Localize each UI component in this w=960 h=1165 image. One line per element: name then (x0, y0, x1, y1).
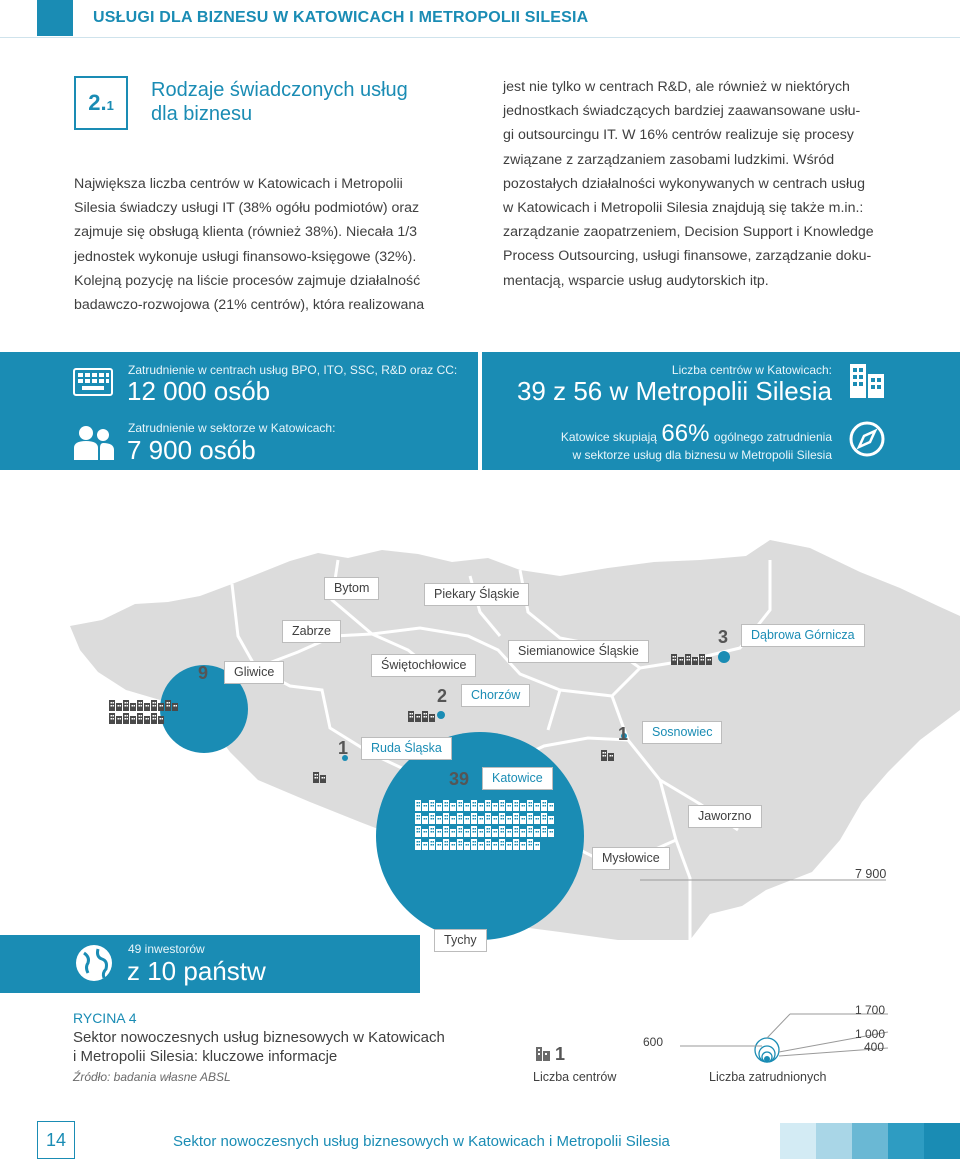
city-label-tychy: Tychy (434, 929, 487, 952)
figure-label: RYCINA 4 (73, 1010, 137, 1026)
chorzow-building-icon (422, 709, 435, 720)
left-text-line: badawczo-rozwojowa (21% centrów), która realizowana (74, 297, 425, 314)
dabrowa-circle (718, 651, 730, 663)
chorzow-building-icon (408, 709, 421, 720)
katowice-building-icon (471, 824, 484, 835)
page-number: 14 (45, 1129, 67, 1150)
katowice-building-icon (457, 798, 470, 809)
katowice-building-icon (527, 811, 540, 822)
share-suffix: ogólnego zatrudnienia (713, 430, 832, 444)
gliwice-building-icon (151, 711, 164, 722)
gliwice-building-icon (109, 698, 122, 709)
count-gliwice: 9 (198, 663, 209, 683)
figure-source: Źródło: badania własne ABSL (73, 1070, 231, 1084)
city-label-sosnowiec: Sosnowiec (642, 721, 722, 744)
right-text-line: pozostałych działalności wykonywanych w centrach usług (503, 175, 865, 192)
katowice-building-icon (485, 798, 498, 809)
right-text-line: gi outsourcingu IT. W 16% centrów realizuje się procesy (503, 127, 854, 144)
katowice-building-icon (429, 798, 442, 809)
katowice-building-icon (527, 798, 540, 809)
legend-centers-count: 1 (555, 1044, 566, 1064)
legend-value-1700: 1 700 (855, 1003, 886, 1017)
legend-value-1000: 1 000 (855, 1027, 886, 1041)
left-text-line: Silesia świadczy usługi IT (38% ogółu podmiotów) oraz (74, 200, 420, 217)
gliwice-building-icon (109, 711, 122, 722)
right-text-line: zarządzanie zaopatrzeniem, Decision Support i Knowledge (503, 224, 874, 241)
legend-building-icon (536, 1047, 550, 1061)
katowice-building-icon (443, 837, 456, 848)
value-7900: 7 900 (855, 867, 887, 881)
katowice-building-icon (513, 824, 526, 835)
katowice-building-icon (443, 811, 456, 822)
katowice-building-icon (513, 798, 526, 809)
count-katowice: 39 (449, 769, 470, 789)
header-divider (0, 37, 960, 38)
legend-value-400: 400 (864, 1040, 885, 1054)
city-label-katowice: Katowice (482, 767, 553, 790)
katowice-building-icon (471, 837, 484, 848)
share-line-2: w sektorze usług dla biznesu w Metropolii Silesia (572, 448, 832, 462)
section-number-box (74, 76, 128, 130)
legend-employment-label: Liczba zatrudnionych (709, 1070, 827, 1084)
left-text-line: Kolejną pozycję na liście procesów zajmuje działalność (74, 272, 421, 289)
city-label-piekary: Piekary Śląskie (424, 583, 529, 606)
katowice-building-icon (471, 811, 484, 822)
city-label-swietochlowice: Świętochłowice (371, 654, 476, 677)
katowice-building-icon (541, 824, 554, 835)
dabrowa-building-icon (685, 652, 698, 663)
katowice-building-icon (499, 837, 512, 848)
city-label-gliwice: Gliwice (224, 661, 284, 684)
sosnowiec-building-icon (601, 748, 614, 759)
buildings-icon (848, 362, 886, 400)
city-label-myslowice: Mysłowice (592, 847, 670, 870)
figure-title-1: Sektor nowoczesnych usług biznesowych w Katowicach (73, 1029, 445, 1046)
header-title: USŁUGI DLA BIZNESU W KATOWICACH I METROPOLII SILESIA (93, 9, 589, 26)
katowice-building-icon (457, 837, 470, 848)
left-text-line: Największa liczba centrów w Katowicach i Metropolii (74, 176, 403, 192)
right-text-column (503, 75, 903, 293)
sector-employment-label: Zatrudnienie w sektorze w Katowicach: (128, 421, 336, 435)
count-dabrowa: 3 (718, 627, 729, 647)
leader-line-7900 (640, 862, 890, 882)
share-prefix: Katowice skupiają (560, 430, 657, 444)
city-label-bytom: Bytom (324, 577, 379, 600)
katowice-building-icon (415, 798, 428, 809)
investors-value: z 10 państw (127, 956, 266, 986)
gliwice-building-icon (123, 711, 136, 722)
right-text-line: jednostkach świadczących bardziej zaawansowane usłu- (503, 103, 861, 120)
left-text-line: zajmuje się obsługą klienta (również 38%). Niecała 1/3 (74, 224, 418, 241)
gliwice-building-icon (165, 698, 178, 709)
katowice-building-icon (499, 824, 512, 835)
right-text-line: jest nie tylko w centrach R&D, ale również w niektórych (503, 79, 850, 95)
section-number-main: 2. (88, 90, 107, 115)
katowice-building-icon (415, 811, 428, 822)
katowice-building-icon (415, 824, 428, 835)
katowice-building-icon (499, 811, 512, 822)
right-text-line: mentacją, wsparcie usług audytorskich itp. (503, 272, 769, 289)
city-label-siemianowice: Siemianowice Śląskie (508, 640, 649, 663)
gliwice-building-icon (151, 698, 164, 709)
city-label-jaworzno: Jaworzno (688, 805, 762, 828)
katowice-building-icon (499, 798, 512, 809)
employment-value: 12 000 osób (127, 376, 271, 406)
compass-icon (848, 420, 886, 458)
centers-label: Liczba centrów w Katowicach: (671, 363, 832, 377)
header-accent-square (37, 0, 73, 36)
city-label-dabrowa: Dąbrowa Górnicza (741, 624, 865, 647)
globe-icon (74, 943, 114, 983)
katowice-building-icon (443, 824, 456, 835)
katowice-building-icon (541, 811, 554, 822)
city-label-ruda: Ruda Śląska (361, 737, 452, 760)
page-number-box (37, 1121, 75, 1159)
chorzow-circle (437, 711, 445, 719)
katowice-building-icon (471, 798, 484, 809)
ruda-building-icon (313, 770, 326, 781)
katowice-building-icon (513, 811, 526, 822)
left-text-column (74, 172, 464, 317)
katowice-building-icon (429, 837, 442, 848)
figure-title-2: i Metropolii Silesia: kluczowe informacje (73, 1048, 338, 1065)
count-ruda: 1 (338, 738, 349, 758)
right-text-line: związane z zarządzaniem zasobami ludzkimi. Wśród (503, 151, 835, 168)
right-text-line: Process Outsourcing, usługi finansowe, zarządzanie doku- (503, 248, 872, 265)
people-icon (73, 424, 115, 460)
legend-centers-label: Liczba centrów (533, 1070, 617, 1084)
left-text-line: jednostek wykonuje usługi finansowo-księgowe (32%). (74, 248, 417, 265)
sector-employment-value: 7 900 osób (127, 435, 256, 465)
count-chorzow: 2 (437, 686, 448, 706)
dabrowa-building-icon (699, 652, 712, 663)
katowice-building-icon (541, 798, 554, 809)
share-value: 66% (661, 420, 710, 447)
katowice-building-icon (429, 824, 442, 835)
footer-text: Sektor nowoczesnych usług biznesowych w Katowicach i Metropolii Silesia (173, 1133, 670, 1150)
katowice-building-icon (457, 824, 470, 835)
city-label-zabrze: Zabrze (282, 620, 341, 643)
count-sosnowiec: 1 (618, 724, 629, 744)
dabrowa-building-icon (671, 652, 684, 663)
katowice-building-icon (527, 837, 540, 848)
investors-banner (0, 935, 420, 993)
stats-banner-left (0, 352, 478, 470)
investors-label: 49 inwestorów (128, 942, 205, 956)
katowice-building-icon (443, 798, 456, 809)
gliwice-building-icon (137, 711, 150, 722)
section-number-sub: 1 (106, 98, 114, 113)
gliwice-building-icon (123, 698, 136, 709)
keyboard-icon (73, 368, 113, 396)
legend-value-600: 600 (643, 1035, 664, 1049)
right-text-line: w Katowicach i Metropolii Silesia znajdują się także m.in.: (503, 200, 864, 217)
city-label-chorzow: Chorzów (461, 684, 530, 707)
katowice-building-icon (429, 811, 442, 822)
katowice-building-icon (485, 811, 498, 822)
employment-label: Zatrudnienie w centrach usług BPO, ITO, SSC, R&D oraz CC: (128, 363, 458, 377)
katowice-building-icon (485, 824, 498, 835)
stats-banner-right (482, 352, 960, 470)
katowice-building-icon (415, 837, 428, 848)
katowice-building-icon (457, 811, 470, 822)
section-title: Rodzaje świadczonych usług dla biznesu (151, 79, 408, 125)
katowice-building-icon (513, 837, 526, 848)
share-line (561, 420, 832, 448)
katowice-building-icon (485, 837, 498, 848)
centers-value: 39 z 56 w Metropolii Silesia (516, 376, 832, 406)
katowice-building-icon (527, 824, 540, 835)
gliwice-building-icon (137, 698, 150, 709)
footer-color-strip (780, 1123, 960, 1159)
